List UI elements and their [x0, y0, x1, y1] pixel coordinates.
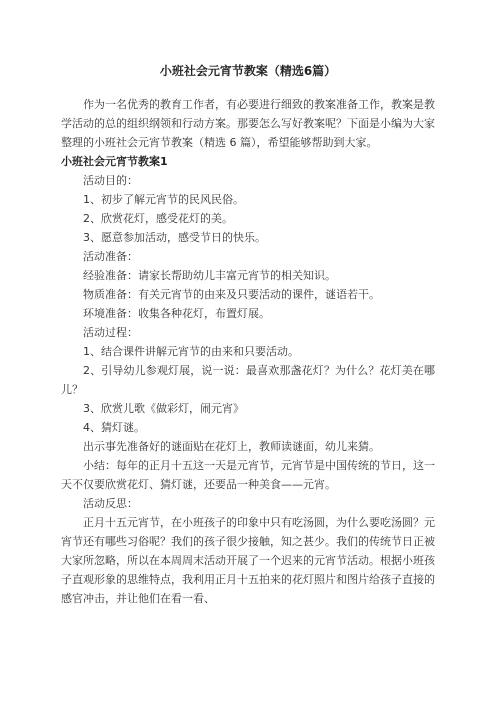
document-title: 小班社会元宵节教案（精选6篇） [159, 64, 337, 78]
activity-goal-label: 活动目的： [83, 174, 138, 187]
goal-item-3: 3、愿意参加活动，感受节日的快乐。 [83, 231, 266, 244]
reflection-label: 活动反思： [83, 497, 138, 510]
process-step-2: 2、引导幼儿参观灯展，说一说：最喜欢那盏花灯？为什么？花灯美在哪儿？ [61, 364, 435, 396]
riddle-instruction: 出示事先准备好的谜面贴在花灯上，教师读谜面，幼儿来猜。 [83, 440, 380, 453]
activity-process-label: 活动过程： [83, 326, 138, 339]
summary-paragraph: 小结：每年的正月十五这一天是元宵节，元宵节是中国传统的节日，这一天不仅要欣赏花灯、猜灯谜，还要品一种美食——元宵。 [61, 459, 435, 491]
intro-paragraph: 作为一名优秀的教育工作者，有必要进行细致的教案准备工作，教案是教学活动的总的组织纲领和行动方案。那要怎么写好教案呢？下面是小编为大家整理的小班社会元宵节教案（精选 6 篇），希望能够帮助到大家。 [61, 98, 435, 149]
reflection-paragraph: 正月十五元宵节，在小班孩子的印象中只有吃汤圆，为什么要吃汤圆？元宵节还有哪些习俗呢？我们的孩子很少接触，知之甚少。我们的传统节日正被大家所忽略，所以在本周周末活动开展了一个迟来的元宵节活动。根据小班孩子直观形象的思维特点，我利用正月十五拍来的花灯照片和图片给孩子直接的感官冲击，并让他们在看一看、 [61, 516, 435, 605]
goal-item-1: 1、初步了解元宵节的民风民俗。 [83, 193, 244, 206]
process-step-4: 4、猜灯谜。 [83, 421, 145, 434]
prep-materials: 物质准备：有关元宵节的由来及只要活动的课件，谜语若干。 [83, 288, 380, 301]
process-step-3: 3、欣赏儿歌《做彩灯，闹元宵》 [83, 402, 244, 415]
prep-experience: 经验准备：请家长帮助幼儿丰富元宵节的相关知识。 [83, 269, 336, 282]
prep-environment: 环境准备：收集各种花灯，布置灯展。 [83, 307, 270, 320]
section-heading: 小班社会元宵节教案1 [61, 155, 168, 168]
goal-item-2: 2、欣赏花灯，感受花灯的美。 [83, 212, 233, 225]
process-step-1: 1、结合课件讲解元宵节的由来和只要活动。 [83, 345, 299, 358]
activity-prep-label: 活动准备： [83, 250, 138, 263]
